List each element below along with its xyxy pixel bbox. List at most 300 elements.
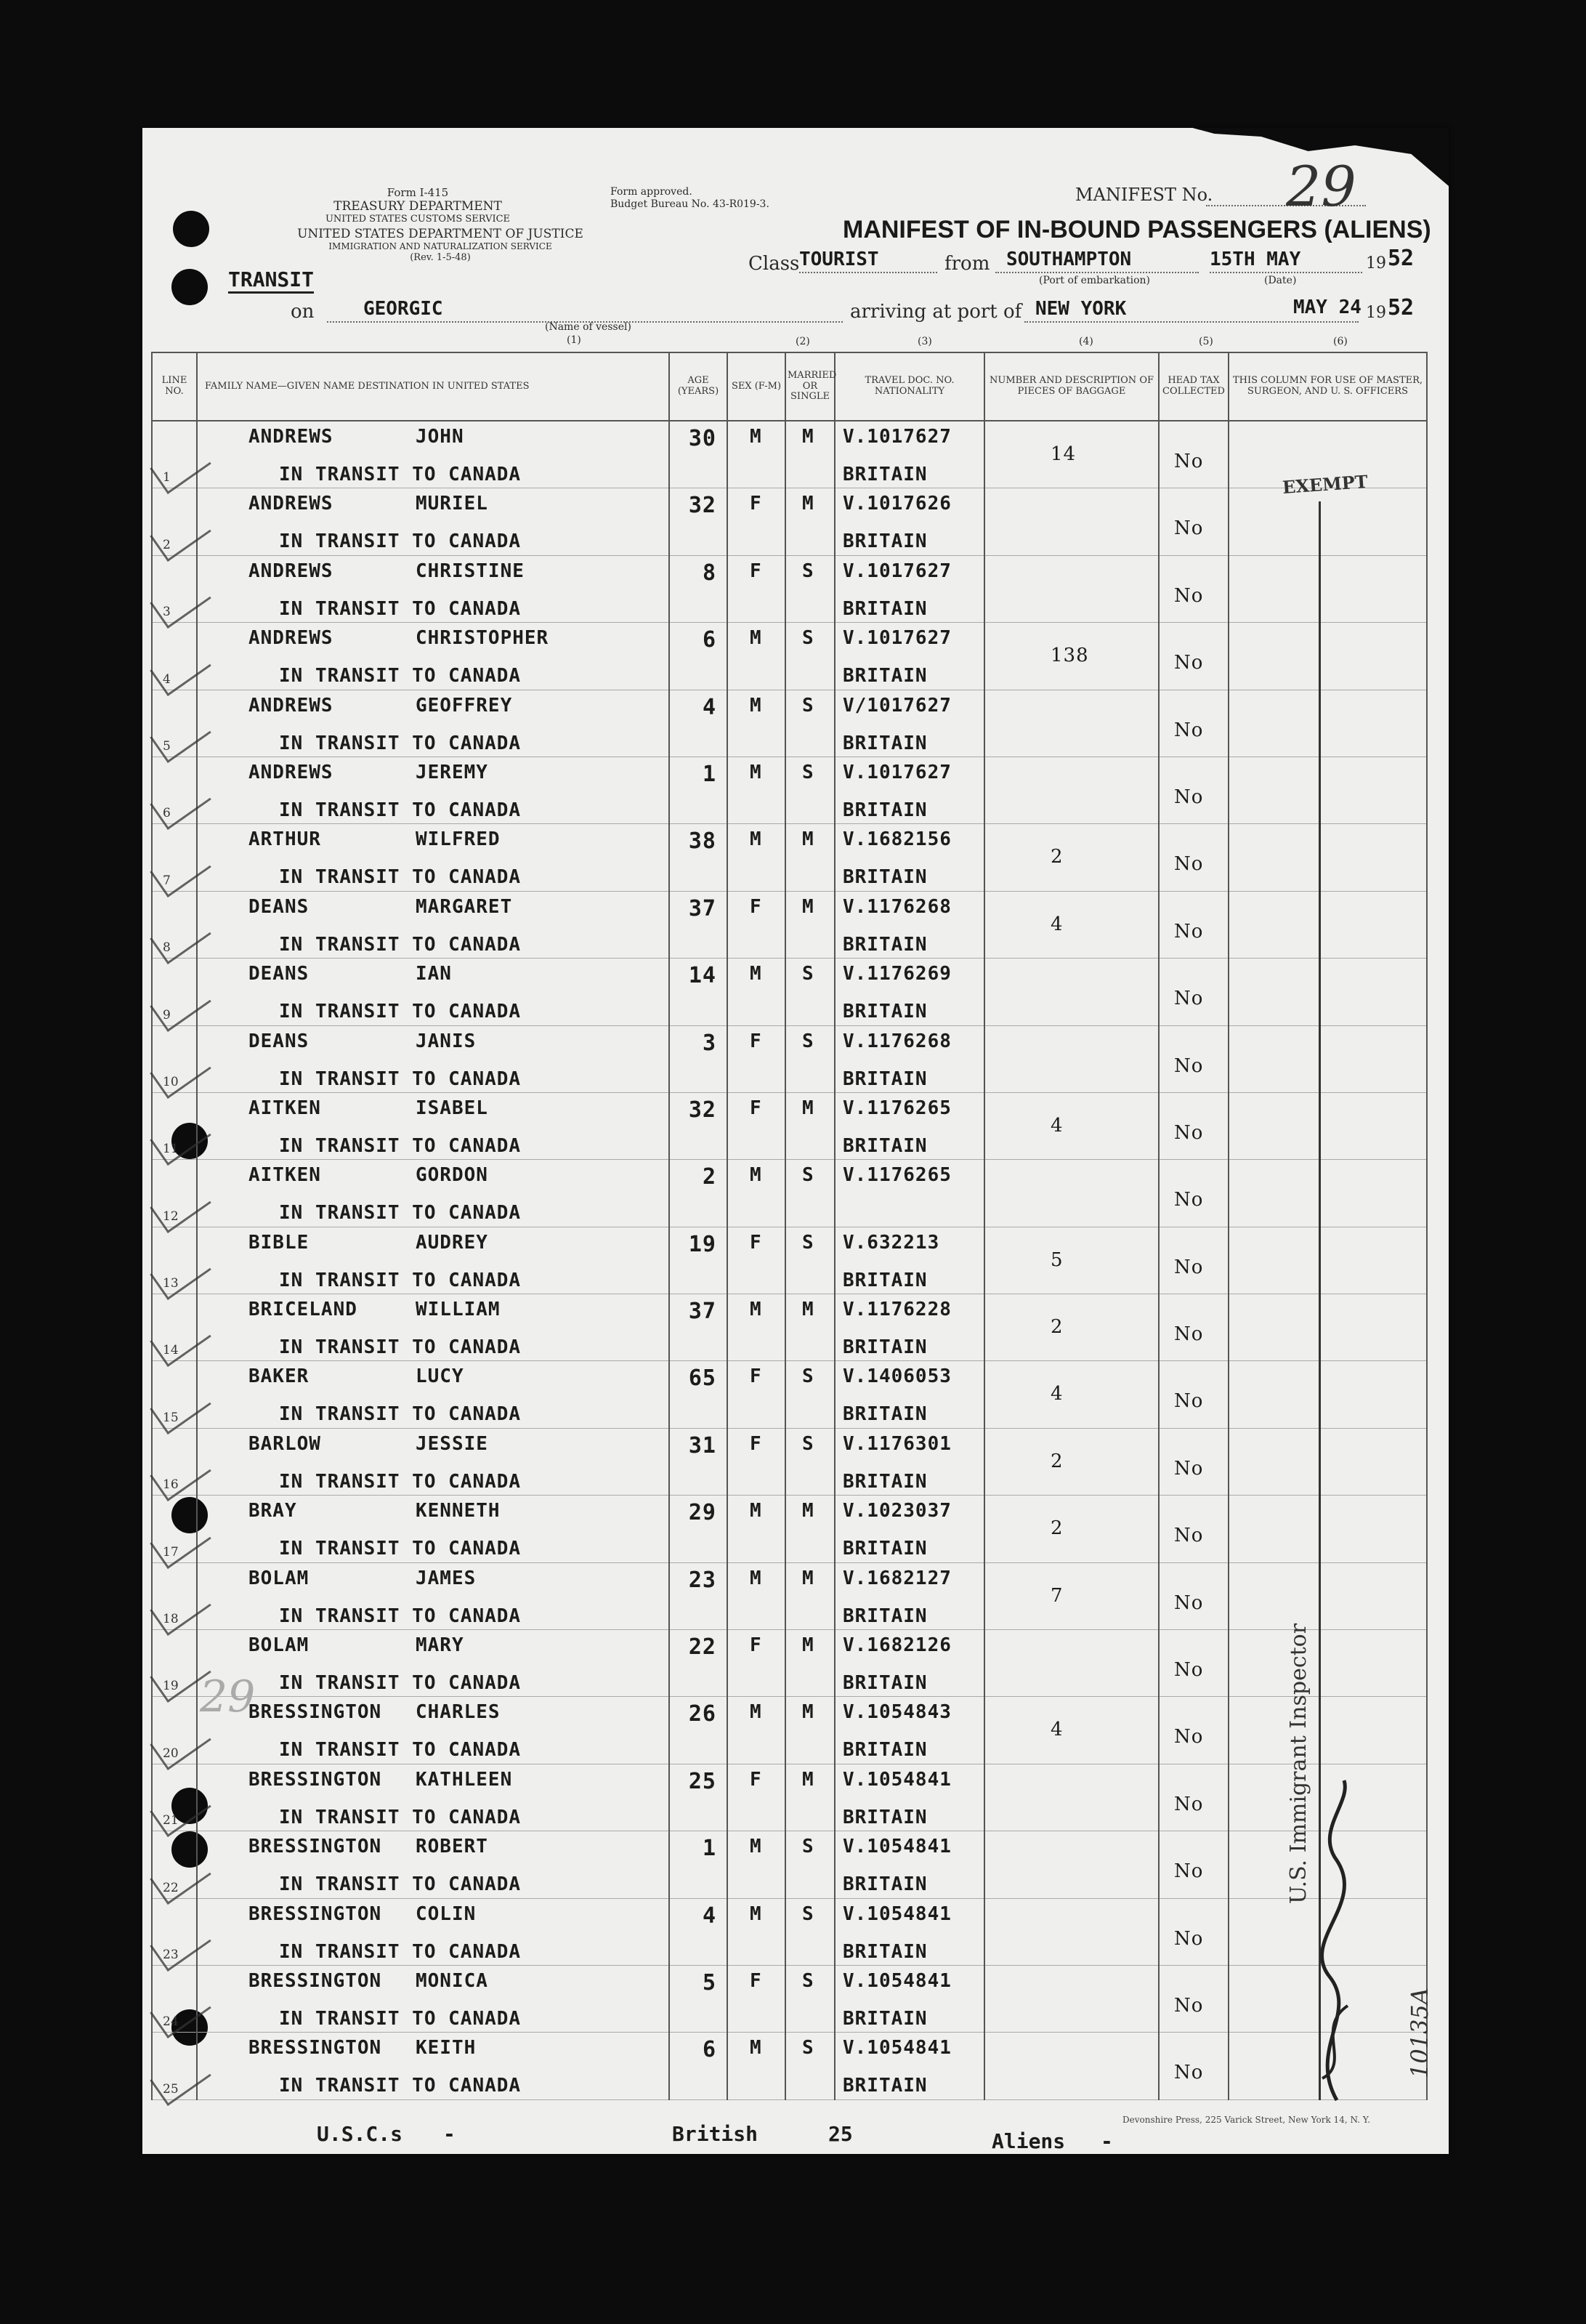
sex: M bbox=[750, 1836, 762, 1858]
table-cell bbox=[727, 1361, 785, 1428]
marital-status: M bbox=[802, 493, 814, 515]
table-row bbox=[152, 1831, 1427, 1898]
table-cell bbox=[835, 2033, 984, 2099]
table-cell bbox=[785, 1227, 835, 1294]
table-cell bbox=[785, 1092, 835, 1159]
table-cell bbox=[669, 824, 727, 891]
table-cell bbox=[197, 421, 669, 488]
table-cell bbox=[197, 1562, 669, 1629]
table-cell bbox=[785, 623, 835, 690]
table-cell bbox=[785, 1562, 835, 1629]
age: 38 bbox=[688, 828, 716, 855]
approval-line: Form approved. bbox=[610, 186, 692, 198]
travel-doc-no: V.1017627 bbox=[843, 627, 952, 650]
family-name: ANDREWS bbox=[248, 694, 333, 717]
table-cell bbox=[835, 1294, 984, 1361]
baggage-count: 4 bbox=[1051, 1383, 1064, 1405]
colnum-4: (4) bbox=[1079, 336, 1093, 347]
baggage-count: 5 bbox=[1051, 1248, 1064, 1271]
family-name: BRESSINGTON bbox=[248, 2037, 382, 2059]
line-number: 10 bbox=[163, 1074, 179, 1089]
destination: IN TRANSIT TO CANADA bbox=[279, 464, 522, 485]
table-row bbox=[152, 488, 1427, 555]
table-cell bbox=[669, 1025, 727, 1092]
destination: IN TRANSIT TO CANADA bbox=[279, 1806, 522, 1828]
head-tax: No bbox=[1174, 451, 1204, 472]
table-cell bbox=[835, 555, 984, 622]
marital-status: S bbox=[802, 1231, 814, 1254]
given-name: JANIS bbox=[416, 1030, 477, 1052]
table-cell bbox=[835, 1025, 984, 1092]
line-number: 25 bbox=[163, 2081, 179, 2097]
head-tax: No bbox=[1174, 1457, 1204, 1480]
destination: IN TRANSIT TO CANADA bbox=[279, 1538, 522, 1560]
baggage-count: 14 bbox=[1051, 443, 1077, 465]
table-row bbox=[152, 756, 1427, 823]
given-name: MURIEL bbox=[416, 493, 488, 515]
table-cell bbox=[727, 488, 785, 555]
nationality: BRITAIN bbox=[843, 1001, 928, 1023]
table-cell bbox=[727, 690, 785, 756]
table-cell bbox=[785, 1697, 835, 1764]
table-cell bbox=[984, 1831, 1159, 1898]
marital-status: S bbox=[802, 1432, 814, 1455]
table-cell bbox=[1159, 1697, 1229, 1764]
table-cell bbox=[835, 1092, 984, 1159]
table-cell bbox=[197, 1227, 669, 1294]
sex: M bbox=[750, 963, 762, 985]
head-tax: No bbox=[1174, 584, 1204, 607]
date-line bbox=[1210, 272, 1362, 273]
table-cell bbox=[1159, 488, 1229, 555]
given-name: ISABEL bbox=[416, 1097, 488, 1119]
age: 4 bbox=[702, 1903, 716, 1929]
table-cell bbox=[1229, 1361, 1427, 1428]
table-cell bbox=[785, 488, 835, 555]
table-cell bbox=[835, 1898, 984, 1965]
table-cell bbox=[1159, 1092, 1229, 1159]
table-cell bbox=[785, 555, 835, 622]
table-cell bbox=[669, 1965, 727, 2032]
destination: IN TRANSIT TO CANADA bbox=[279, 799, 522, 821]
table-cell bbox=[835, 1160, 984, 1227]
family-name: BRESSINGTON bbox=[248, 1768, 382, 1791]
destination: IN TRANSIT TO CANADA bbox=[279, 1269, 522, 1291]
table-row bbox=[152, 623, 1427, 690]
travel-doc-no: V.1054841 bbox=[843, 1836, 952, 1858]
line-number: 11 bbox=[163, 1142, 179, 1157]
family-name: ANDREWS bbox=[248, 761, 333, 783]
nationality: BRITAIN bbox=[843, 1134, 928, 1157]
table-cell bbox=[197, 1361, 669, 1428]
destination: IN TRANSIT TO CANADA bbox=[279, 1403, 522, 1426]
table-cell bbox=[1229, 1092, 1427, 1159]
table-cell bbox=[835, 756, 984, 823]
form-header-left bbox=[298, 186, 538, 225]
table-cell bbox=[984, 959, 1159, 1025]
line-number: 3 bbox=[163, 605, 171, 620]
destination: IN TRANSIT TO CANADA bbox=[279, 1739, 522, 1762]
marital-status: S bbox=[802, 2037, 814, 2059]
age: 37 bbox=[688, 895, 716, 921]
family-name: ANDREWS bbox=[248, 560, 333, 582]
line-number: 16 bbox=[163, 1477, 179, 1493]
nationality: BRITAIN bbox=[843, 866, 928, 889]
family-name: BOLAM bbox=[248, 1634, 309, 1657]
table-cell bbox=[1159, 1965, 1229, 2032]
form-approval bbox=[610, 186, 769, 211]
marital-status: S bbox=[802, 1836, 814, 1858]
binder-hole bbox=[171, 269, 208, 305]
table-cell bbox=[1229, 1227, 1427, 1294]
destination: IN TRANSIT TO CANADA bbox=[279, 1336, 522, 1359]
travel-doc-no: V.1176265 bbox=[843, 1164, 952, 1187]
family-name: ARTHUR bbox=[248, 828, 321, 851]
sex: M bbox=[750, 761, 762, 783]
family-name: BRESSINGTON bbox=[248, 1836, 382, 1858]
nationality: BRITAIN bbox=[843, 1470, 928, 1493]
sex: F bbox=[750, 560, 762, 582]
from-label: from bbox=[944, 253, 990, 275]
table-cell bbox=[197, 1898, 669, 1965]
table-cell bbox=[197, 1025, 669, 1092]
age: 26 bbox=[688, 1701, 716, 1727]
table-row bbox=[152, 891, 1427, 958]
nationality: BRITAIN bbox=[843, 597, 928, 620]
table-cell bbox=[197, 488, 669, 555]
baggage-count: 2 bbox=[1051, 1316, 1064, 1339]
table-cell bbox=[669, 1630, 727, 1697]
destination: IN TRANSIT TO CANADA bbox=[279, 866, 522, 889]
table-cell bbox=[785, 891, 835, 958]
table-cell bbox=[727, 1831, 785, 1898]
class-value: TOURIST bbox=[799, 249, 879, 270]
col-baggage: NUMBER AND DESCRIPTION OF PIECES OF BAGGAGE bbox=[984, 352, 1159, 421]
given-name: COLIN bbox=[416, 1903, 477, 1925]
travel-doc-no: V.1017627 bbox=[843, 426, 952, 448]
footer-count: 25 bbox=[828, 2122, 853, 2146]
table-cell bbox=[785, 1630, 835, 1697]
inspector-signature bbox=[1293, 1773, 1380, 2107]
age: 37 bbox=[688, 1299, 716, 1325]
table-row bbox=[152, 1227, 1427, 1294]
marital-status: M bbox=[802, 1768, 814, 1791]
family-name: BARLOW bbox=[248, 1432, 321, 1455]
nationality: BRITAIN bbox=[843, 799, 928, 821]
destination: IN TRANSIT TO CANADA bbox=[279, 1605, 522, 1627]
head-tax: No bbox=[1174, 1659, 1204, 1682]
sex: M bbox=[750, 1701, 762, 1724]
travel-doc-no: V.1176268 bbox=[843, 1030, 952, 1052]
family-name: BRAY bbox=[248, 1500, 297, 1522]
age: 3 bbox=[702, 1030, 716, 1056]
nationality: BRITAIN bbox=[843, 1873, 928, 1896]
col-officers: THIS COLUMN FOR USE OF MASTER, SURGEON, AND U. S. OFFICERS bbox=[1229, 352, 1427, 421]
table-cell bbox=[727, 421, 785, 488]
justice-dept: UNITED STATES DEPARTMENT OF JUSTICE bbox=[297, 227, 583, 241]
passenger-table bbox=[151, 352, 1428, 2100]
family-name: BOLAM bbox=[248, 1567, 309, 1589]
table-cell bbox=[669, 1764, 727, 1831]
head-tax: No bbox=[1174, 719, 1204, 741]
exempt-annotation: EXEMPT bbox=[1282, 470, 1369, 499]
given-name: GEOFFREY bbox=[416, 694, 513, 717]
travel-doc-no: V.1176265 bbox=[843, 1097, 952, 1119]
manifest-no-label: MANIFEST No. bbox=[1075, 185, 1213, 205]
line-number: 2 bbox=[163, 537, 171, 552]
destination: IN TRANSIT TO CANADA bbox=[279, 732, 522, 754]
destination: IN TRANSIT TO CANADA bbox=[279, 1940, 522, 1963]
marital-status: S bbox=[802, 1365, 814, 1388]
table-cell bbox=[727, 824, 785, 891]
table-cell bbox=[727, 756, 785, 823]
line-number: 9 bbox=[163, 1007, 171, 1022]
table-cell bbox=[785, 1496, 835, 1562]
nationality: BRITAIN bbox=[843, 1739, 928, 1762]
given-name: JEREMY bbox=[416, 761, 488, 783]
destination: IN TRANSIT TO CANADA bbox=[279, 1068, 522, 1090]
table-cell bbox=[197, 1496, 669, 1562]
date-label: (Date) bbox=[1264, 275, 1297, 286]
press-line: Devonshire Press, 225 Varick Street, New York 14, N. Y. bbox=[1122, 2115, 1371, 2125]
nationality: BRITAIN bbox=[843, 1806, 928, 1828]
table-cell bbox=[835, 1496, 984, 1562]
sex: M bbox=[750, 694, 762, 717]
baggage-count: 4 bbox=[1051, 1719, 1064, 1741]
given-name: KEITH bbox=[416, 2037, 477, 2059]
arrive-date: MAY 24 bbox=[1293, 296, 1362, 318]
table-cell bbox=[197, 1965, 669, 2032]
table-cell bbox=[785, 1898, 835, 1965]
given-name: WILFRED bbox=[416, 828, 501, 851]
table-cell bbox=[1229, 555, 1427, 622]
table-cell bbox=[1159, 1496, 1229, 1562]
table-cell bbox=[984, 421, 1159, 488]
table-cell bbox=[197, 555, 669, 622]
destination: IN TRANSIT TO CANADA bbox=[279, 530, 522, 553]
marital-status: S bbox=[802, 761, 814, 783]
marital-status: S bbox=[802, 1164, 814, 1187]
from-line bbox=[995, 272, 1199, 273]
line-number: 4 bbox=[163, 671, 171, 687]
col-name: FAMILY NAME—GIVEN NAME DESTINATION IN UNITED STATES bbox=[197, 352, 669, 421]
sex: F bbox=[750, 1097, 762, 1119]
given-name: JESSIE bbox=[416, 1432, 488, 1455]
baggage-count: 4 bbox=[1051, 1114, 1064, 1137]
table-cell bbox=[785, 2033, 835, 2099]
table-cell bbox=[197, 1831, 669, 1898]
table-cell bbox=[1159, 1294, 1229, 1361]
table-cell bbox=[727, 1092, 785, 1159]
travel-doc-no: V.1682126 bbox=[843, 1634, 952, 1657]
travel-doc-no: V.1682156 bbox=[843, 828, 952, 851]
table-cell bbox=[1159, 1831, 1229, 1898]
line-number: 20 bbox=[163, 1746, 179, 1761]
family-name: ANDREWS bbox=[248, 627, 333, 650]
arrive-year: 52 bbox=[1388, 295, 1415, 320]
head-tax: No bbox=[1174, 1256, 1204, 1278]
travel-doc-no: V.1017626 bbox=[843, 493, 952, 515]
col-married: MARRIED OR SINGLE bbox=[785, 352, 835, 421]
table-cell bbox=[785, 1361, 835, 1428]
table-cell bbox=[835, 1361, 984, 1428]
nationality: BRITAIN bbox=[843, 1269, 928, 1291]
table-row bbox=[152, 421, 1427, 488]
inspector-stamp: U.S. Immigrant Inspector bbox=[1286, 1623, 1311, 1904]
line-number: 18 bbox=[163, 1612, 179, 1627]
nationality: BRITAIN bbox=[843, 1538, 928, 1560]
line-number: 12 bbox=[163, 1209, 179, 1224]
table-cell bbox=[669, 1697, 727, 1764]
baggage-count: 2 bbox=[1051, 1450, 1064, 1472]
table-cell bbox=[727, 1697, 785, 1764]
marital-status: M bbox=[802, 828, 814, 851]
arrive-year-prefix: 19 bbox=[1366, 304, 1386, 322]
sex: F bbox=[750, 1969, 762, 1992]
sex: F bbox=[750, 493, 762, 515]
table-cell bbox=[1159, 824, 1229, 891]
given-name: CHRISTINE bbox=[416, 560, 525, 582]
table-cell bbox=[727, 1898, 785, 1965]
table-row bbox=[152, 1496, 1427, 1562]
from-value: SOUTHAMPTON bbox=[1006, 249, 1132, 270]
table-row bbox=[152, 1898, 1427, 1965]
destination: IN TRANSIT TO CANADA bbox=[279, 2007, 522, 2030]
table-cell bbox=[669, 1092, 727, 1159]
sex: M bbox=[750, 1299, 762, 1321]
footer-usc: U.S.C.s bbox=[317, 2122, 403, 2146]
table-cell bbox=[727, 1764, 785, 1831]
head-tax: No bbox=[1174, 1054, 1204, 1077]
table-cell bbox=[727, 1160, 785, 1227]
table-row bbox=[152, 2033, 1427, 2099]
table-row bbox=[152, 959, 1427, 1025]
table-row bbox=[152, 1697, 1427, 1764]
age: 5 bbox=[702, 1969, 716, 1996]
age: 1 bbox=[702, 761, 716, 787]
marital-status: S bbox=[802, 560, 814, 582]
family-name: DEANS bbox=[248, 963, 309, 985]
footer-aliens: Aliens bbox=[992, 2129, 1066, 2153]
footer-dash-2: - bbox=[1101, 2129, 1113, 2153]
table-cell bbox=[1159, 1562, 1229, 1629]
table-cell bbox=[197, 824, 669, 891]
head-tax: No bbox=[1174, 853, 1204, 876]
table-cell bbox=[1159, 891, 1229, 958]
age: 8 bbox=[702, 560, 716, 586]
table-cell bbox=[984, 1630, 1159, 1697]
family-name: BRESSINGTON bbox=[248, 1701, 382, 1724]
table-cell bbox=[984, 1562, 1159, 1629]
table-cell bbox=[1159, 1361, 1229, 1428]
table-cell bbox=[1229, 488, 1427, 555]
family-name: BIBLE bbox=[248, 1231, 309, 1254]
stamp-code: 10135A bbox=[1406, 1988, 1433, 2078]
table-cell bbox=[669, 959, 727, 1025]
table-cell bbox=[984, 891, 1159, 958]
travel-doc-no: V.1017627 bbox=[843, 560, 952, 582]
table-cell bbox=[835, 1428, 984, 1495]
family-name: BRICELAND bbox=[248, 1299, 357, 1321]
arriving-value: NEW YORK bbox=[1035, 298, 1127, 320]
head-tax: No bbox=[1174, 1927, 1204, 1950]
table-cell bbox=[984, 1965, 1159, 2032]
line-number: 17 bbox=[163, 1544, 179, 1560]
marital-status: S bbox=[802, 694, 814, 717]
table-cell bbox=[835, 1764, 984, 1831]
marital-status: S bbox=[802, 1030, 814, 1052]
table-cell bbox=[1159, 1025, 1229, 1092]
nationality: BRITAIN bbox=[843, 1940, 928, 1963]
table-cell bbox=[984, 1428, 1159, 1495]
marital-status: M bbox=[802, 1701, 814, 1724]
age: 1 bbox=[702, 1836, 716, 1862]
head-tax: No bbox=[1174, 988, 1204, 1010]
table-cell bbox=[197, 1697, 669, 1764]
line-number: 5 bbox=[163, 738, 171, 754]
age: 23 bbox=[688, 1567, 716, 1593]
age: 14 bbox=[688, 963, 716, 989]
table-header bbox=[152, 352, 1427, 421]
marital-status: S bbox=[802, 1903, 814, 1925]
age: 25 bbox=[688, 1768, 716, 1794]
nationality: BRITAIN bbox=[843, 530, 928, 553]
given-name: KENNETH bbox=[416, 1500, 501, 1522]
class-label: Class bbox=[748, 253, 800, 275]
sex: M bbox=[750, 627, 762, 650]
given-name: JOHN bbox=[416, 426, 464, 448]
table-cell bbox=[835, 1227, 984, 1294]
table-cell bbox=[984, 1160, 1159, 1227]
head-tax: No bbox=[1174, 1525, 1204, 1547]
line-number: 7 bbox=[163, 873, 171, 888]
table-cell bbox=[785, 1428, 835, 1495]
table-row bbox=[152, 824, 1427, 891]
family-name: BRESSINGTON bbox=[248, 1903, 382, 1925]
table-cell bbox=[785, 690, 835, 756]
table-cell bbox=[835, 959, 984, 1025]
table-cell bbox=[197, 891, 669, 958]
port-label: (Port of embarkation) bbox=[1039, 275, 1150, 286]
age: 65 bbox=[688, 1365, 716, 1392]
head-tax: No bbox=[1174, 1793, 1204, 1815]
arriving-label: arriving at port of bbox=[850, 301, 1022, 323]
col-line-no: LINE NO. bbox=[152, 352, 197, 421]
sex: F bbox=[750, 1365, 762, 1388]
marital-status: M bbox=[802, 1567, 814, 1589]
table-cell bbox=[984, 1496, 1159, 1562]
table-cell bbox=[669, 1898, 727, 1965]
given-name: CHARLES bbox=[416, 1701, 501, 1724]
customs-service: UNITED STATES CUSTOMS SERVICE bbox=[325, 214, 511, 225]
table-cell bbox=[727, 555, 785, 622]
manifest-no-value: 29 bbox=[1286, 154, 1356, 219]
sex: M bbox=[750, 1903, 762, 1925]
table-cell bbox=[835, 488, 984, 555]
marital-status: S bbox=[802, 627, 814, 650]
age: 30 bbox=[688, 426, 716, 451]
table-cell bbox=[1229, 959, 1427, 1025]
head-tax: No bbox=[1174, 1994, 1204, 2017]
head-tax: No bbox=[1174, 2062, 1204, 2084]
sex: M bbox=[750, 426, 762, 448]
given-name: GORDON bbox=[416, 1164, 488, 1187]
age: 29 bbox=[688, 1500, 716, 1526]
table-cell bbox=[1159, 1764, 1229, 1831]
table-cell bbox=[197, 690, 669, 756]
age: 2 bbox=[702, 1164, 716, 1190]
head-tax: No bbox=[1174, 1390, 1204, 1413]
